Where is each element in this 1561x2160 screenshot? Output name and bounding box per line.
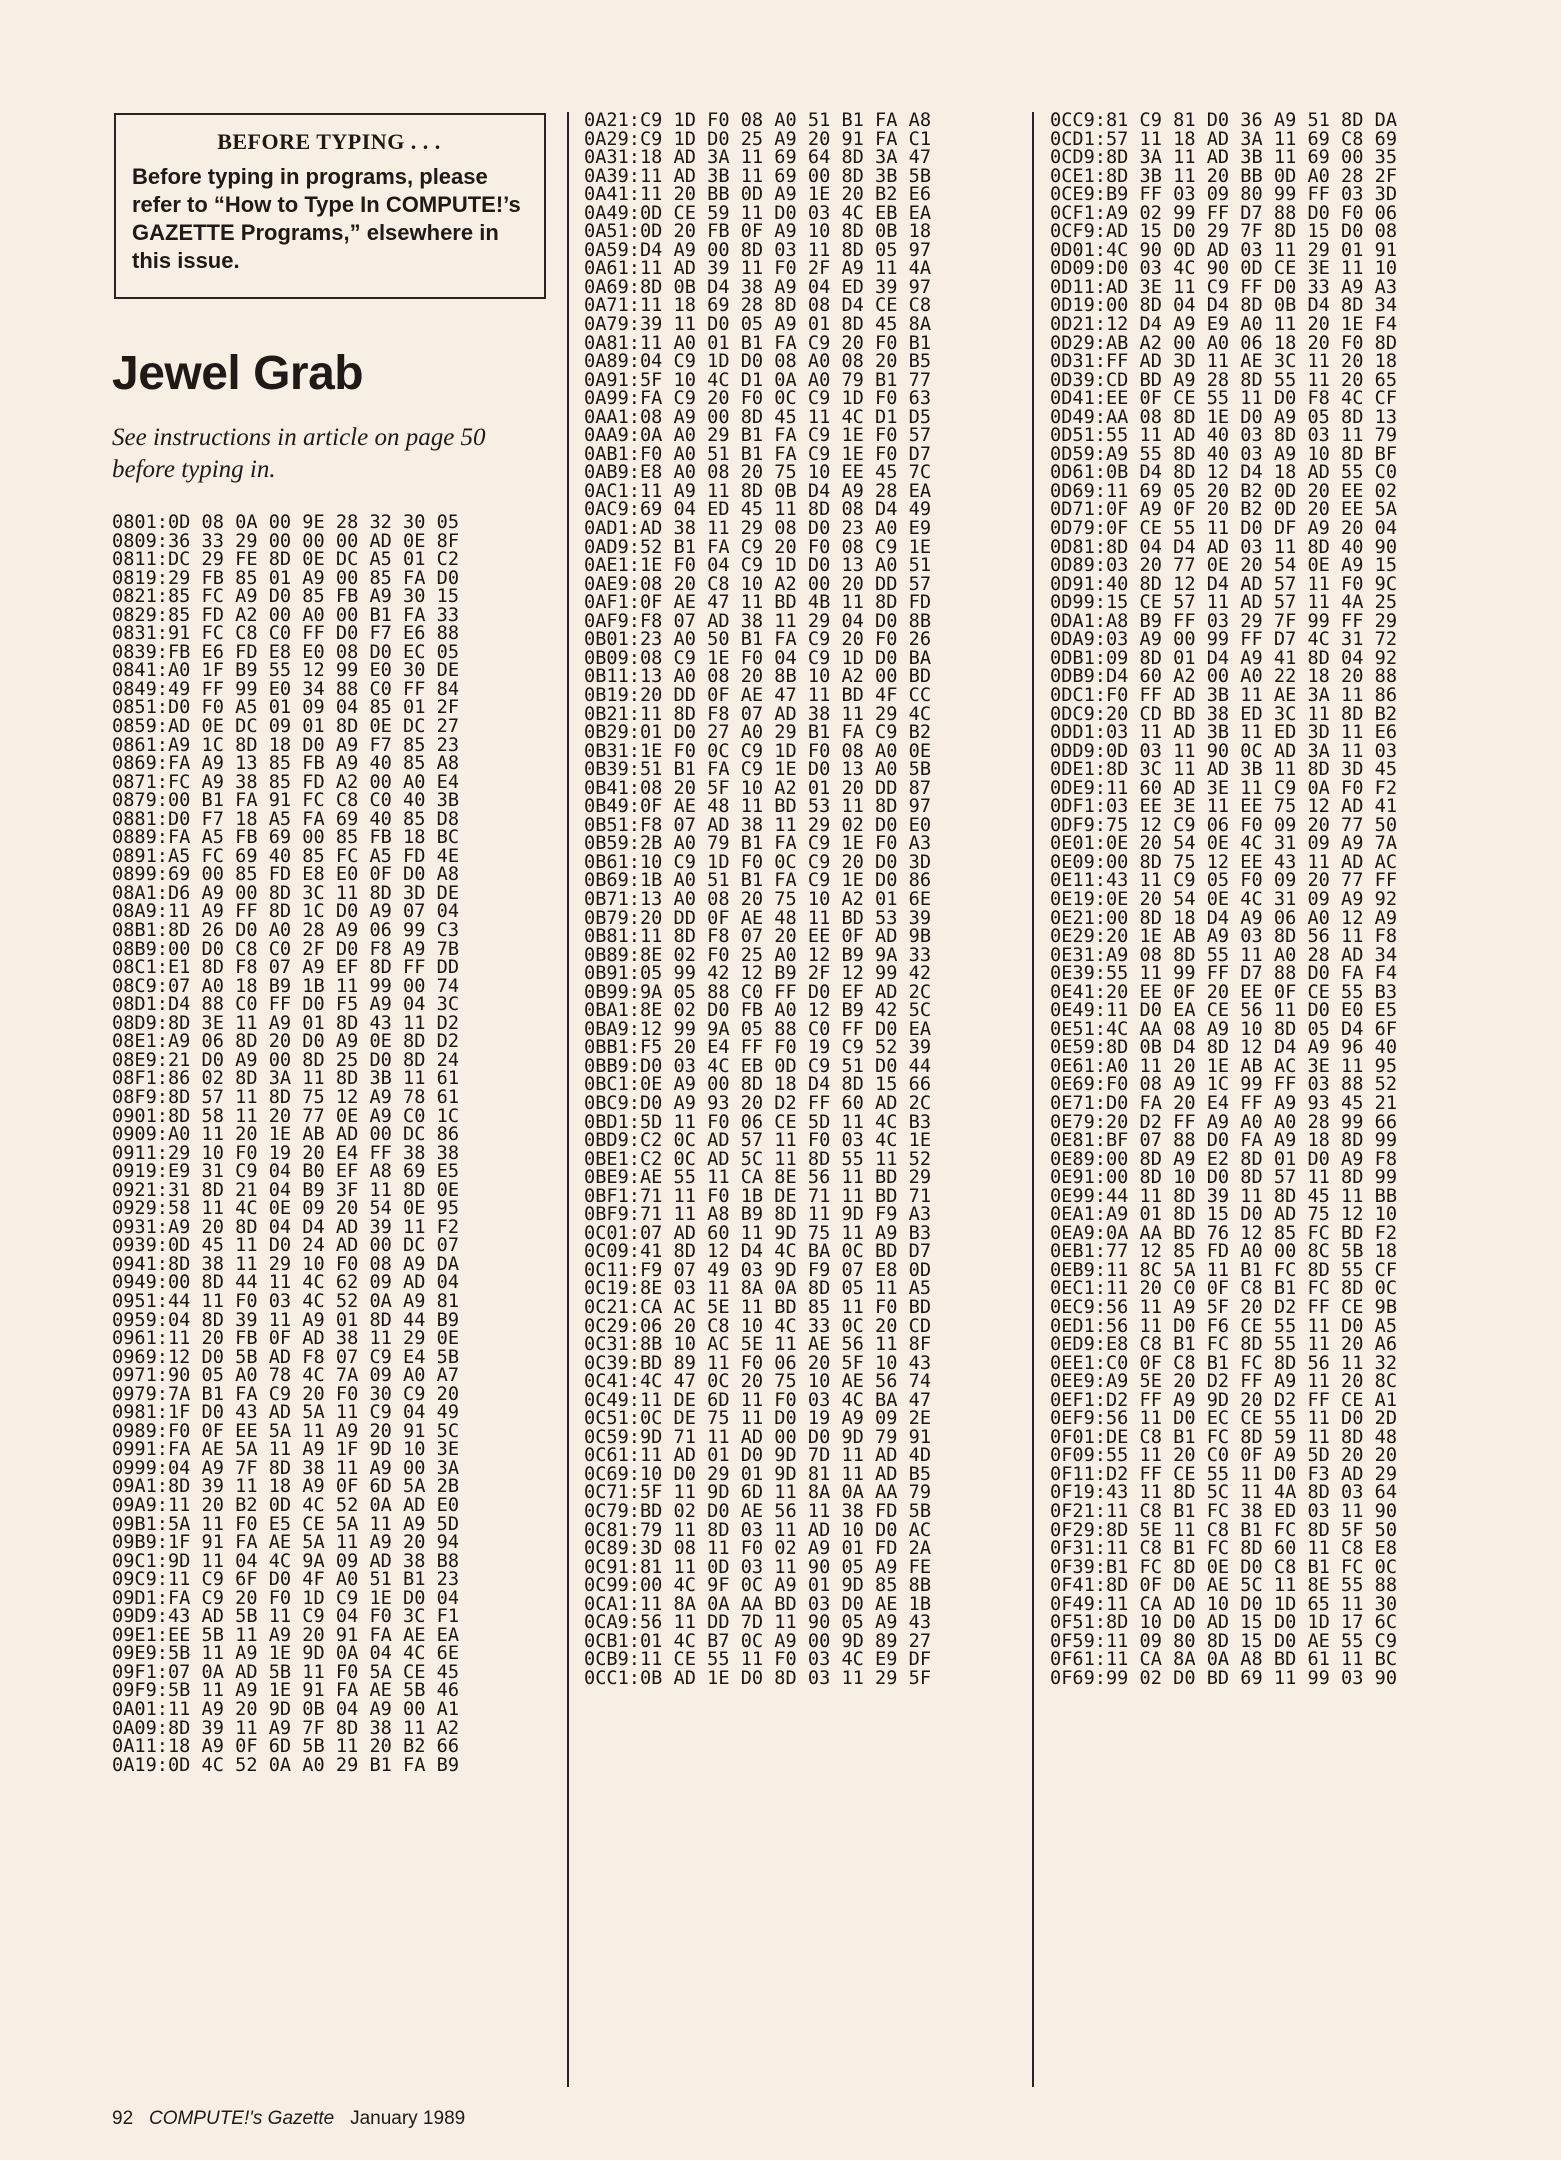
listing-line: 0E89:00 8D A9 E2 8D 01 D0 A9 F8 — [1050, 1148, 1398, 1170]
listing-line: 0B11:13 A0 08 20 8B 10 A2 00 BD — [584, 666, 932, 688]
listing-line: 0839:FB E6 FD E8 E0 08 D0 EC 05 — [112, 641, 460, 663]
listing-line: 0B99:9A 05 88 C0 FF D0 EF AD 2C — [584, 981, 932, 1003]
listing-line: 0D89:03 20 77 0E 20 54 0E A9 15 — [1050, 555, 1398, 577]
listing-line: 0CE9:B9 FF 03 09 80 99 FF 03 3D — [1050, 184, 1398, 206]
listing-line: 0F09:55 11 20 C0 0F A9 5D 20 20 — [1050, 1445, 1398, 1467]
listing-line: 0979:7A B1 FA C9 20 F0 30 C9 20 — [112, 1383, 460, 1405]
listing-line: 0931:A9 20 8D 04 D4 AD 39 11 F2 — [112, 1216, 460, 1238]
listing-line: 0AE9:08 20 C8 10 A2 00 20 DD 57 — [584, 573, 932, 595]
listing-line: 09A9:11 20 B2 0D 4C 52 0A AD E0 — [112, 1494, 460, 1516]
listing-line: 0B49:0F AE 48 11 BD 53 11 8D 97 — [584, 796, 932, 818]
listing-line: 08C9:07 A0 18 B9 1B 11 99 00 74 — [112, 975, 460, 997]
listing-line: 0991:FA AE 5A 11 A9 1F 9D 10 3E — [112, 1439, 460, 1461]
listing-line: 0E69:F0 08 A9 1C 99 FF 03 88 52 — [1050, 1074, 1398, 1096]
listing-line: 0DB1:09 8D 01 D4 A9 41 8D 04 92 — [1050, 647, 1398, 669]
listing-line: 0961:11 20 FB 0F AD 38 11 29 0E — [112, 1328, 460, 1350]
listing-line: 0F29:8D 5E 11 C8 B1 FC 8D 5F 50 — [1050, 1519, 1398, 1541]
listing-line: 0A71:11 18 69 28 8D 08 D4 CE C8 — [584, 295, 932, 317]
listing-line: 09B1:5A 11 F0 E5 CE 5A 11 A9 5D — [112, 1513, 460, 1535]
listing-line: 0BB1:F5 20 E4 FF F0 19 C9 52 39 — [584, 1037, 932, 1059]
listing-line: 0BD1:5D 11 F0 06 CE 5D 11 4C B3 — [584, 1111, 932, 1133]
listing-line: 0F11:D2 FF CE 55 11 D0 F3 AD 29 — [1050, 1463, 1398, 1485]
listing-line: 0E59:8D 0B D4 8D 12 D4 A9 96 40 — [1050, 1037, 1398, 1059]
listing-line: 0DF9:75 12 C9 06 F0 09 20 77 50 — [1050, 814, 1398, 836]
listing-line: 0F49:11 CA AD 10 D0 1D 65 11 30 — [1050, 1593, 1398, 1615]
listing-line: 0C09:41 8D 12 D4 4C BA 0C BD D7 — [584, 1241, 932, 1263]
listing-line: 0F61:11 CA 8A 0A A8 BD 61 11 BC — [1050, 1649, 1398, 1671]
listing-line: 0BC1:0E A9 00 8D 18 D4 8D 15 66 — [584, 1074, 932, 1096]
listing-line: 0D09:D0 03 4C 90 0D CE 3E 11 10 — [1050, 258, 1398, 280]
column-divider — [567, 112, 569, 2087]
listing-line: 09D9:43 AD 5B 11 C9 04 F0 3C F1 — [112, 1606, 460, 1628]
listing-line: 09C9:11 C9 6F D0 4F A0 51 B1 23 — [112, 1569, 460, 1591]
listing-line: 0CF1:A9 02 99 FF D7 88 D0 F0 06 — [1050, 202, 1398, 224]
listing-line: 0DD1:03 11 AD 3B 11 ED 3D 11 E6 — [1050, 722, 1398, 744]
listing-line: 0A59:D4 A9 00 8D 03 11 8D 05 97 — [584, 239, 932, 261]
listing-line: 08A9:11 A9 FF 8D 1C D0 A9 07 04 — [112, 901, 460, 923]
publication-name: COMPUTE!'s Gazette — [148, 2108, 335, 2129]
listing-line: 0C29:06 20 C8 10 4C 33 0C 20 CD — [584, 1315, 932, 1337]
listing-line: 0B21:11 8D F8 07 AD 38 11 29 4C — [584, 703, 932, 725]
listing-line: 0D79:0F CE 55 11 D0 DF A9 20 04 — [1050, 518, 1398, 540]
listing-line: 0F41:8D 0F D0 AE 5C 11 8E 55 88 — [1050, 1575, 1398, 1597]
listing-line: 0D71:0F A9 0F 20 B2 0D 20 EE 5A — [1050, 499, 1398, 521]
listing-line: 08F1:86 02 8D 3A 11 8D 3B 11 61 — [112, 1068, 460, 1090]
listing-line: 0C39:BD 89 11 F0 06 20 5F 10 43 — [584, 1352, 932, 1374]
listing-line: 0CB1:01 4C B7 0C A9 00 9D 89 27 — [584, 1630, 932, 1652]
listing-line: 0A19:0D 4C 52 0A A0 29 B1 FA B9 — [112, 1754, 460, 1776]
listing-line: 0AE1:1E F0 04 C9 1D D0 13 A0 51 — [584, 555, 932, 577]
listing-line: 0ED9:E8 C8 B1 FC 8D 55 11 20 A6 — [1050, 1334, 1398, 1356]
listing-line: 0D61:0B D4 8D 12 D4 18 AD 55 C0 — [1050, 462, 1398, 484]
listing-line: 0CA9:56 11 DD 7D 11 90 05 A9 43 — [584, 1612, 932, 1634]
listing-line: 0C49:11 DE 6D 11 F0 03 4C BA 47 — [584, 1389, 932, 1411]
listing-line: 0C51:0C DE 75 11 D0 19 A9 09 2E — [584, 1408, 932, 1430]
listing-line: 0C89:3D 08 11 F0 02 A9 01 FD 2A — [584, 1538, 932, 1560]
listing-line: 0B91:05 99 42 12 B9 2F 12 99 42 — [584, 963, 932, 985]
listing-line: 0DE1:8D 3C 11 AD 3B 11 8D 3D 45 — [1050, 759, 1398, 781]
listing-line: 0C69:10 D0 29 01 9D 81 11 AD B5 — [584, 1463, 932, 1485]
listing-line: 0EE1:C0 0F C8 B1 FC 8D 56 11 32 — [1050, 1352, 1398, 1374]
listing-line: 0CF9:AD 15 D0 29 7F 8D 15 D0 08 — [1050, 221, 1398, 243]
listing-line: 0C11:F9 07 49 03 9D F9 07 E8 0D — [584, 1259, 932, 1281]
listing-line: 0AA1:08 A9 00 8D 45 11 4C D1 D5 — [584, 406, 932, 428]
listing-line: 09E9:5B 11 A9 1E 9D 0A 04 4C 6E — [112, 1643, 460, 1665]
listing-line: 0949:00 8D 44 11 4C 62 09 AD 04 — [112, 1272, 460, 1294]
listing-line: 0989:F0 0F EE 5A 11 A9 20 91 5C — [112, 1420, 460, 1442]
listing-line: 0E41:20 EE 0F 20 EE 0F CE 55 B3 — [1050, 981, 1398, 1003]
listing-line: 0AB9:E8 A0 08 20 75 10 EE 45 7C — [584, 462, 932, 484]
listing-line: 0D59:A9 55 8D 40 03 A9 10 8D BF — [1050, 443, 1398, 465]
listing-line: 0A99:FA C9 20 F0 0C C9 1D F0 63 — [584, 388, 932, 410]
page-number: 92 — [112, 2108, 134, 2129]
before-typing-box — [114, 113, 546, 299]
listing-line: 0841:A0 1F B9 55 12 99 E0 30 DE — [112, 660, 460, 682]
listing-line: 0C41:4C 47 0C 20 75 10 AE 56 74 — [584, 1371, 932, 1393]
listing-line: 0C31:8B 10 AC 5E 11 AE 56 11 8F — [584, 1334, 932, 1356]
listing-line: 0AF1:0F AE 47 11 BD 4B 11 8D FD — [584, 592, 932, 614]
listing-line: 0BA9:12 99 9A 05 88 C0 FF D0 EA — [584, 1018, 932, 1040]
listing-line: 0DA9:03 A9 00 99 FF D7 4C 31 72 — [1050, 629, 1398, 651]
listing-line: 0DF1:03 EE 3E 11 EE 75 12 AD 41 — [1050, 796, 1398, 818]
listing-line: 0E71:D0 FA 20 E4 FF A9 93 45 21 — [1050, 1092, 1398, 1114]
listing-line: 0A29:C9 1D D0 25 A9 20 91 FA C1 — [584, 128, 932, 150]
listing-line: 08D1:D4 88 C0 FF D0 F5 A9 04 3C — [112, 994, 460, 1016]
listing-line: 0D19:00 8D 04 D4 8D 0B D4 8D 34 — [1050, 295, 1398, 317]
listing-line: 0E19:0E 20 54 0E 4C 31 09 A9 92 — [1050, 888, 1398, 910]
listing-line: 0821:85 FC A9 D0 85 FB A9 30 15 — [112, 586, 460, 608]
listing-line: 0AD9:52 B1 FA C9 20 F0 08 C9 1E — [584, 536, 932, 558]
listing-line: 0BF9:71 11 A8 B9 8D 11 9D F9 A3 — [584, 1204, 932, 1226]
listing-line: 0A11:18 A9 0F 6D 5B 11 20 B2 66 — [112, 1736, 460, 1758]
listing-line: 0C71:5F 11 9D 6D 11 8A 0A AA 79 — [584, 1482, 932, 1504]
listing-line: 0D81:8D 04 D4 AD 03 11 8D 40 90 — [1050, 536, 1398, 558]
listing-line: 0829:85 FD A2 00 A0 00 B1 FA 33 — [112, 604, 460, 626]
listing-line: 0939:0D 45 11 D0 24 AD 00 DC 07 — [112, 1235, 460, 1257]
listing-line: 0981:1F D0 43 AD 5A 11 C9 04 49 — [112, 1402, 460, 1424]
listing-line: 0C61:11 AD 01 D0 9D 7D 11 AD 4D — [584, 1445, 932, 1467]
listing-line: 0889:FA A5 FB 69 00 85 FB 18 BC — [112, 827, 460, 849]
listing-line: 0D21:12 D4 A9 E9 A0 11 20 1E F4 — [1050, 314, 1398, 336]
listing-line: 0E51:4C AA 08 A9 10 8D 05 D4 6F — [1050, 1018, 1398, 1040]
listing-line: 0A41:11 20 BB 0D A9 1E 20 B2 E6 — [584, 184, 932, 206]
listing-line: 0B51:F8 07 AD 38 11 29 02 D0 E0 — [584, 814, 932, 836]
listing-line: 0AC9:69 04 ED 45 11 8D 08 D4 49 — [584, 499, 932, 521]
listing-line: 0B01:23 A0 50 B1 FA C9 20 F0 26 — [584, 629, 932, 651]
listing-line: 0DA1:A8 B9 FF 03 29 7F 99 FF 29 — [1050, 610, 1398, 632]
listing-line: 0E79:20 D2 FF A9 A0 A0 28 99 66 — [1050, 1111, 1398, 1133]
listing-line: 0EB1:77 12 85 FD A0 00 8C 5B 18 — [1050, 1241, 1398, 1263]
listing-line: 0DE9:11 60 AD 3E 11 C9 0A F0 F2 — [1050, 777, 1398, 799]
listing-line: 0DC9:20 CD BD 38 ED 3C 11 8D B2 — [1050, 703, 1398, 725]
listing-line: 0E11:43 11 C9 05 F0 09 20 77 FF — [1050, 870, 1398, 892]
listing-line: 09F1:07 0A AD 5B 11 F0 5A CE 45 — [112, 1661, 460, 1683]
listing-line: 0D49:AA 08 8D 1E D0 A9 05 8D 13 — [1050, 406, 1398, 428]
listing-line: 0DD9:0D 03 11 90 0C AD 3A 11 03 — [1050, 740, 1398, 762]
listing-line: 0911:29 10 F0 19 20 E4 FF 38 38 — [112, 1142, 460, 1164]
listing-line: 0879:00 B1 FA 91 FC C8 C0 40 3B — [112, 790, 460, 812]
listing-line: 09B9:1F 91 FA AE 5A 11 A9 20 94 — [112, 1532, 460, 1554]
listing-line: 0A09:8D 39 11 A9 7F 8D 38 11 A2 — [112, 1717, 460, 1739]
listing-line: 09A1:8D 39 11 18 A9 0F 6D 5A 2B — [112, 1476, 460, 1498]
listing-line: 0859:AD 0E DC 09 01 8D 0E DC 27 — [112, 716, 460, 738]
listing-line: 0CC9:81 C9 81 D0 36 A9 51 8D DA — [1050, 110, 1398, 131]
listing-line: 0D41:EE 0F CE 55 11 D0 F8 4C CF — [1050, 388, 1398, 410]
listing-line: 0809:36 33 29 00 00 00 AD 0E 8F — [112, 530, 460, 552]
listing-line: 0B19:20 DD 0F AE 47 11 BD 4F CC — [584, 684, 932, 706]
listing-line: 0D69:11 69 05 20 B2 0D 20 EE 02 — [1050, 480, 1398, 502]
listing-line: 0DB9:D4 60 A2 00 A0 22 18 20 88 — [1050, 666, 1398, 688]
listing-line: 0A79:39 11 D0 05 A9 01 8D 45 8A — [584, 314, 932, 336]
listing-line: 0B89:8E 02 F0 25 A0 12 B9 9A 33 — [584, 944, 932, 966]
listing-line: 0BE9:AE 55 11 CA 8E 56 11 BD 29 — [584, 1167, 932, 1189]
listing-line: 0871:FC A9 38 85 FD A2 00 A0 E4 — [112, 771, 460, 793]
listing-line: 0BA1:8E 02 D0 FB A0 12 B9 42 5C — [584, 1000, 932, 1022]
listing-line: 08B1:8D 26 D0 A0 28 A9 06 99 C3 — [112, 920, 460, 942]
listing-line: 0CD1:57 11 18 AD 3A 11 69 C8 69 — [1050, 128, 1398, 150]
listing-line: 0D11:AD 3E 11 C9 FF D0 33 A9 A3 — [1050, 276, 1398, 298]
listing-line: 0F69:99 02 D0 BD 69 11 99 03 90 — [1050, 1667, 1398, 1689]
listing-line: 0CB9:11 CE 55 11 F0 03 4C E9 DF — [584, 1649, 932, 1671]
listing-line: 0819:29 FB 85 01 A9 00 85 FA D0 — [112, 567, 460, 589]
listing-line: 0C21:CA AC 5E 11 BD 85 11 F0 BD — [584, 1297, 932, 1318]
listing-line: 0B69:1B A0 51 B1 FA C9 1E D0 86 — [584, 870, 932, 892]
listing-line: 0E49:11 D0 EA CE 56 11 D0 E0 E5 — [1050, 1000, 1398, 1022]
listing-line: 0AF9:F8 07 AD 38 11 29 04 D0 8B — [584, 610, 932, 632]
listing-line: 0EE9:A9 5E 20 D2 FF A9 11 20 8C — [1050, 1371, 1398, 1393]
listing-line: 0D91:40 8D 12 D4 AD 57 11 F0 9C — [1050, 573, 1398, 595]
listing-line: 0959:04 8D 39 11 A9 01 8D 44 B9 — [112, 1309, 460, 1331]
listing-line: 0B31:1E F0 0C C9 1D F0 08 A0 0E — [584, 740, 932, 762]
listing-line: 0EF9:56 11 D0 EC CE 55 11 D0 2D — [1050, 1408, 1398, 1430]
listing-line: 0F51:8D 10 D0 AD 15 D0 1D 17 6C — [1050, 1612, 1398, 1634]
listing-line: 0F39:B1 FC 8D 0E D0 C8 B1 FC 0C — [1050, 1556, 1398, 1578]
listing-line: 0801:0D 08 0A 00 9E 28 32 30 05 — [112, 512, 460, 533]
listing-line: 08C1:E1 8D F8 07 A9 EF 8D FF DD — [112, 957, 460, 979]
listing-line: 0C19:8E 03 11 8A 0A 8D 05 11 A5 — [584, 1278, 932, 1300]
page-footer — [112, 2108, 465, 2130]
listing-line: 0E09:00 8D 75 12 EE 43 11 AD AC — [1050, 851, 1398, 873]
listing-line: 0E01:0E 20 54 0E 4C 31 09 A9 7A — [1050, 833, 1398, 855]
before-typing-title: BEFORE TYPING . . . — [217, 129, 441, 154]
listing-line: 0831:91 FC C8 C0 FF D0 F7 E6 88 — [112, 623, 460, 645]
listing-line: 0A69:8D 0B D4 38 A9 04 ED 39 97 — [584, 276, 932, 298]
listing-line: 0849:49 FF 99 E0 34 88 C0 FF 84 — [112, 678, 460, 700]
listing-line: 0EA1:A9 01 8D 15 D0 AD 75 12 10 — [1050, 1204, 1398, 1226]
listing-line: 0969:12 D0 5B AD F8 07 C9 E4 5B — [112, 1346, 460, 1368]
listing-line: 0899:69 00 85 FD E8 E0 0F D0 A8 — [112, 864, 460, 886]
listing-line: 0B39:51 B1 FA C9 1E D0 13 A0 5B — [584, 759, 932, 781]
listing-line: 0861:A9 1C 8D 18 D0 A9 F7 85 23 — [112, 734, 460, 756]
listing-line: 0C01:07 AD 60 11 9D 75 11 A9 B3 — [584, 1222, 932, 1244]
listing-line: 0921:31 8D 21 04 B9 3F 11 8D 0E — [112, 1179, 460, 1201]
listing-line: 0A81:11 A0 01 B1 FA C9 20 F0 B1 — [584, 332, 932, 354]
listing-line: 08E9:21 D0 A9 00 8D 25 D0 8D 24 — [112, 1049, 460, 1071]
article-title: Jewel Grab — [112, 347, 364, 400]
listing-line: 0AB1:F0 A0 51 B1 FA C9 1E F0 D7 — [584, 443, 932, 465]
listing-line: 08B9:00 D0 C8 C0 2F D0 F8 A9 7B — [112, 938, 460, 960]
listing-column-1 — [112, 514, 459, 1775]
listing-line: 0919:E9 31 C9 04 B0 EF A8 69 E5 — [112, 1161, 460, 1183]
listing-line: 0F01:DE C8 B1 FC 8D 59 11 8D 48 — [1050, 1426, 1398, 1448]
listing-line: 0E91:00 8D 10 D0 8D 57 11 8D 99 — [1050, 1167, 1398, 1189]
listing-line: 0F19:43 11 8D 5C 11 4A 8D 03 64 — [1050, 1482, 1398, 1504]
listing-line: 0811:DC 29 FE 8D 0E DC A5 01 C2 — [112, 549, 460, 571]
listing-line: 0BE1:C2 0C AD 5C 11 8D 55 11 52 — [584, 1148, 932, 1170]
listing-line: 0C81:79 11 8D 03 11 AD 10 D0 AC — [584, 1519, 932, 1541]
listing-line: 0B59:2B A0 79 B1 FA C9 1E F0 A3 — [584, 833, 932, 855]
listing-line: 0EF1:D2 FF A9 9D 20 D2 FF CE A1 — [1050, 1389, 1398, 1411]
listing-line: 0A91:5F 10 4C D1 0A A0 79 B1 77 — [584, 369, 932, 391]
listing-line: 0A39:11 AD 3B 11 69 00 8D 3B 5B — [584, 165, 932, 187]
listing-line: 0BC9:D0 A9 93 20 D2 FF 60 AD 2C — [584, 1092, 932, 1114]
listing-line: 0A31:18 AD 3A 11 69 64 8D 3A 47 — [584, 147, 932, 169]
listing-line: 0AA9:0A A0 29 B1 FA C9 1E F0 57 — [584, 425, 932, 447]
listing-line: 0CC1:0B AD 1E D0 8D 03 11 29 5F — [584, 1667, 932, 1689]
listing-line: 0901:8D 58 11 20 77 0E A9 C0 1C — [112, 1105, 460, 1127]
listing-line: 0E21:00 8D 18 D4 A9 06 A0 12 A9 — [1050, 907, 1398, 929]
listing-line: 0BD9:C2 0C AD 57 11 F0 03 4C 1E — [584, 1130, 932, 1152]
listing-line: 0E81:BF 07 88 D0 FA A9 18 8D 99 — [1050, 1130, 1398, 1152]
listing-column-2 — [584, 112, 931, 1688]
listing-line: 0C59:9D 71 11 AD 00 D0 9D 79 91 — [584, 1426, 932, 1448]
article-subtitle: See instructions in article on page 50 before typing in. — [112, 424, 486, 483]
listing-line: 0ED1:56 11 D0 F6 CE 55 11 D0 A5 — [1050, 1315, 1398, 1337]
listing-line: 08E1:A9 06 8D 20 D0 A9 0E 8D D2 — [112, 1031, 460, 1053]
listing-line: 0E39:55 11 99 FF D7 88 D0 FA F4 — [1050, 963, 1398, 985]
listing-line: 0C91:81 11 0D 03 11 90 05 A9 FE — [584, 1556, 932, 1578]
listing-line: 0A89:04 C9 1D D0 08 A0 08 20 B5 — [584, 351, 932, 373]
listing-line: 0E31:A9 08 8D 55 11 A0 28 AD 34 — [1050, 944, 1398, 966]
listing-line: 0869:FA A9 13 85 FB A9 40 85 A8 — [112, 753, 460, 775]
listing-line: 0F21:11 C8 B1 FC 38 ED 03 11 90 — [1050, 1501, 1398, 1523]
listing-line: 08A1:D6 A9 00 8D 3C 11 8D 3D DE — [112, 882, 460, 904]
listing-line: 0CE1:8D 3B 11 20 BB 0D A0 28 2F — [1050, 165, 1398, 187]
listing-line: 0E61:A0 11 20 1E AB AC 3E 11 95 — [1050, 1055, 1398, 1077]
listing-line: 0AD1:AD 38 11 29 08 D0 23 A0 E9 — [584, 518, 932, 540]
listing-line: 0909:A0 11 20 1E AB AD 00 DC 86 — [112, 1124, 460, 1146]
listing-line: 0B71:13 A0 08 20 75 10 A2 01 6E — [584, 888, 932, 910]
listing-line: 0D01:4C 90 0D AD 03 11 29 01 91 — [1050, 239, 1398, 261]
listing-line: 0941:8D 38 11 29 10 F0 08 A9 DA — [112, 1253, 460, 1275]
listing-line: 0A51:0D 20 FB 0F A9 10 8D 0B 18 — [584, 221, 932, 243]
listing-line: 08F9:8D 57 11 8D 75 12 A9 78 61 — [112, 1086, 460, 1108]
listing-line: 09E1:EE 5B 11 A9 20 91 FA AE EA — [112, 1624, 460, 1646]
listing-line: 0E29:20 1E AB A9 03 8D 56 11 F8 — [1050, 926, 1398, 948]
listing-line: 09F9:5B 11 A9 1E 91 FA AE 5B 46 — [112, 1680, 460, 1702]
listing-line: 0929:58 11 4C 0E 09 20 54 0E 95 — [112, 1198, 460, 1220]
listing-line: 0A21:C9 1D F0 08 A0 51 B1 FA A8 — [584, 110, 932, 131]
listing-line: 0A01:11 A9 20 9D 0B 04 A9 00 A1 — [112, 1699, 460, 1720]
listing-line: 0A61:11 AD 39 11 F0 2F A9 11 4A — [584, 258, 932, 280]
listing-line: 0D39:CD BD A9 28 8D 55 11 20 65 — [1050, 369, 1398, 391]
listing-line: 0AC1:11 A9 11 8D 0B D4 A9 28 EA — [584, 480, 932, 502]
listing-line: 0F31:11 C8 B1 FC 8D 60 11 C8 E8 — [1050, 1538, 1398, 1560]
listing-line: 0B29:01 D0 27 A0 29 B1 FA C9 B2 — [584, 722, 932, 744]
listing-line: 0971:90 05 A0 78 4C 7A 09 A0 A7 — [112, 1365, 460, 1387]
listing-line: 0CD9:8D 3A 11 AD 3B 11 69 00 35 — [1050, 147, 1398, 169]
listing-line: 0BB9:D0 03 4C EB 0D C9 51 D0 44 — [584, 1055, 932, 1077]
listing-line: 0B81:11 8D F8 07 20 EE 0F AD 9B — [584, 926, 932, 948]
listing-line: 0B79:20 DD 0F AE 48 11 BD 53 39 — [584, 907, 932, 929]
listing-line: 0E99:44 11 8D 39 11 8D 45 11 BB — [1050, 1185, 1398, 1207]
listing-line: 0F59:11 09 80 8D 15 D0 AE 55 C9 — [1050, 1630, 1398, 1652]
before-typing-body: Before typing in programs, please refer to “How to Type In COMPUTE!’s GAZETTE Programs,” elsewhere in this issue. — [132, 164, 521, 273]
listing-line: 0BF1:71 11 F0 1B DE 71 11 BD 71 — [584, 1185, 932, 1207]
listing-line: 0B41:08 20 5F 10 A2 01 20 DD 87 — [584, 777, 932, 799]
listing-line: 0C79:BD 02 D0 AE 56 11 38 FD 5B — [584, 1501, 932, 1523]
listing-line: 0999:04 A9 7F 8D 38 11 A9 00 3A — [112, 1457, 460, 1479]
column-divider — [1032, 112, 1034, 2087]
listing-line: 09D1:FA C9 20 F0 1D C9 1E D0 04 — [112, 1587, 460, 1609]
listing-line: 0A49:0D CE 59 11 D0 03 4C EB EA — [584, 202, 932, 224]
listing-line: 0EC9:56 11 A9 5F 20 D2 FF CE 9B — [1050, 1297, 1398, 1318]
listing-line: 0CA1:11 8A 0A AA BD 03 D0 AE 1B — [584, 1593, 932, 1615]
listing-line: 0851:D0 F0 A5 01 09 04 85 01 2F — [112, 697, 460, 719]
issue-date: January 1989 — [350, 2108, 466, 2129]
listing-line: 08D9:8D 3E 11 A9 01 8D 43 11 D2 — [112, 1012, 460, 1034]
listing-line: 0B61:10 C9 1D F0 0C C9 20 D0 3D — [584, 851, 932, 873]
listing-line: 0EA9:0A AA BD 76 12 85 FC BD F2 — [1050, 1222, 1398, 1244]
listing-line: 0C99:00 4C 9F 0C A9 01 9D 85 8B — [584, 1575, 932, 1597]
listing-line: 0B09:08 C9 1E F0 04 C9 1D D0 BA — [584, 647, 932, 669]
listing-line: 0EB9:11 8C 5A 11 B1 FC 8D 55 CF — [1050, 1259, 1398, 1281]
listing-line: 0D99:15 CE 57 11 AD 57 11 4A 25 — [1050, 592, 1398, 614]
listing-line: 0DC1:F0 FF AD 3B 11 AE 3A 11 86 — [1050, 684, 1398, 706]
listing-line: 0D31:FF AD 3D 11 AE 3C 11 20 18 — [1050, 351, 1398, 373]
listing-column-3 — [1050, 112, 1397, 1688]
listing-line: 0881:D0 F7 18 A5 FA 69 40 85 D8 — [112, 808, 460, 830]
listing-line: 09C1:9D 11 04 4C 9A 09 AD 38 B8 — [112, 1550, 460, 1572]
listing-line: 0891:A5 FC 69 40 85 FC A5 FD 4E — [112, 845, 460, 867]
listing-line: 0951:44 11 F0 03 4C 52 0A A9 81 — [112, 1290, 460, 1312]
listing-line: 0EC1:11 20 C0 0F C8 B1 FC 8D 0C — [1050, 1278, 1398, 1300]
listing-line: 0D29:AB A2 00 A0 06 18 20 F0 8D — [1050, 332, 1398, 354]
listing-line: 0D51:55 11 AD 40 03 8D 03 11 79 — [1050, 425, 1398, 447]
